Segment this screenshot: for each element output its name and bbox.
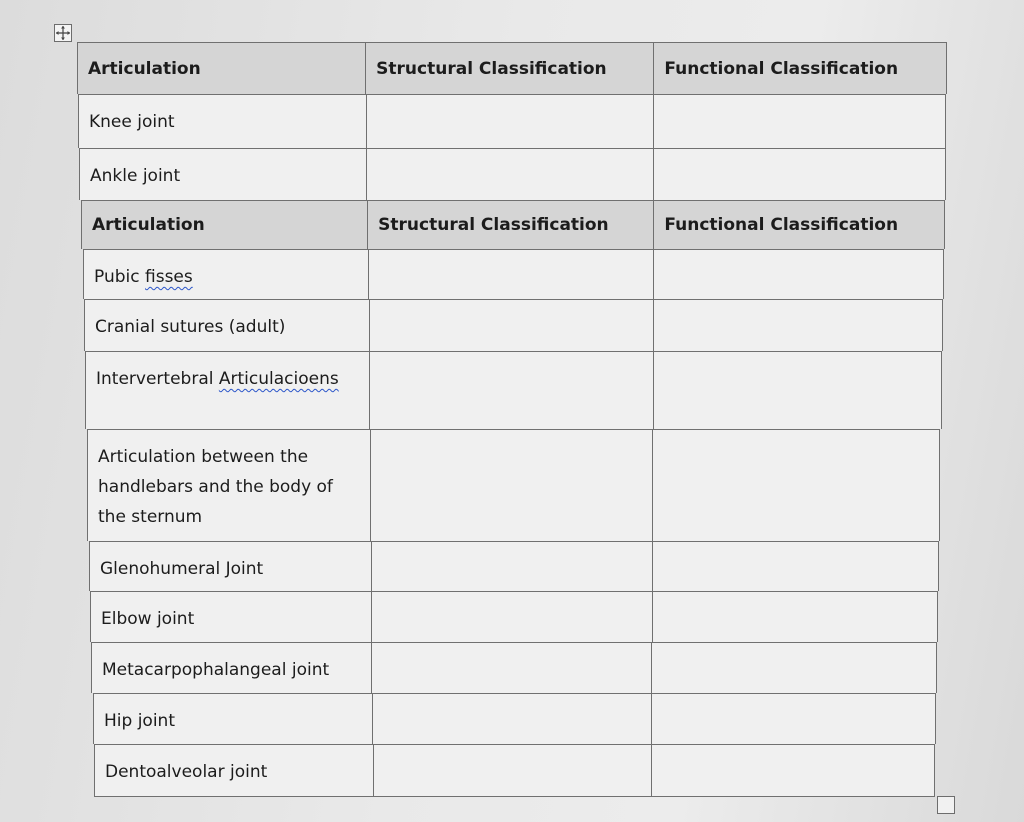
table1-header-functional[interactable]: Functional Classification bbox=[664, 58, 899, 79]
table1-header-structural[interactable]: Structural Classification bbox=[366, 43, 654, 94]
table2-row5-articulation[interactable]: Glenohumeral Joint bbox=[90, 542, 372, 591]
table2-row9-functional[interactable] bbox=[652, 745, 934, 796]
table1-row1-articulation[interactable]: Knee joint bbox=[79, 95, 367, 148]
table2-header-structural[interactable]: Structural Classification bbox=[368, 201, 654, 249]
table-row bbox=[90, 591, 938, 642]
table-row bbox=[85, 351, 942, 429]
table2-row6-functional[interactable] bbox=[653, 592, 937, 642]
table-row bbox=[79, 148, 946, 200]
spellcheck-flagged-word: fisses bbox=[145, 267, 193, 287]
table2-row8-functional[interactable] bbox=[652, 694, 935, 744]
table2-row2-functional[interactable] bbox=[654, 300, 942, 351]
table2-header-functional[interactable]: Functional Classification bbox=[664, 215, 899, 235]
table2-row8-articulation[interactable]: Hip joint bbox=[94, 694, 373, 744]
spellcheck-flagged-word: Articulacioens bbox=[218, 369, 339, 389]
table2-row4-articulation[interactable] bbox=[88, 430, 371, 541]
table2-row1-articulation[interactable] bbox=[84, 250, 369, 299]
table2-row5-structural[interactable] bbox=[372, 542, 654, 591]
table-row bbox=[84, 299, 943, 351]
table2-row1-structural[interactable] bbox=[369, 250, 654, 299]
table2-row7-structural[interactable] bbox=[372, 643, 652, 693]
table2-row8-structural[interactable] bbox=[373, 694, 652, 744]
table2-row3-functional[interactable] bbox=[654, 352, 941, 429]
table-row bbox=[87, 429, 940, 541]
table2-row6-articulation[interactable]: Elbow joint bbox=[91, 592, 372, 642]
table1-row1-functional[interactable] bbox=[654, 95, 945, 148]
articulation-text: Intervertebral bbox=[96, 369, 219, 389]
articulation-text: Articulation between the handlebars and the body of the sternum bbox=[98, 447, 333, 527]
table2-header-row bbox=[81, 200, 945, 249]
table2-row9-structural[interactable] bbox=[374, 745, 653, 796]
table2-row2-structural[interactable] bbox=[370, 300, 655, 351]
table1-row2-structural[interactable] bbox=[367, 149, 654, 200]
table1-header-row bbox=[77, 42, 947, 94]
table-row bbox=[94, 744, 935, 797]
table1-row2-articulation[interactable]: Ankle joint bbox=[80, 149, 367, 200]
articulation-text: Pubic bbox=[94, 267, 145, 287]
table2-row1-functional[interactable] bbox=[654, 250, 943, 299]
table-row bbox=[91, 642, 937, 693]
table2-row5-functional[interactable] bbox=[653, 542, 938, 591]
table-row bbox=[83, 249, 944, 299]
table2-row2-articulation[interactable]: Cranial sutures (adult) bbox=[85, 300, 370, 351]
table-resize-handle-icon[interactable] bbox=[937, 796, 955, 814]
table2-header-articulation[interactable]: Articulation bbox=[82, 201, 368, 249]
table2-row7-articulation[interactable]: Metacarpophalangeal joint bbox=[92, 643, 372, 693]
table1-header-articulation[interactable]: Articulation bbox=[78, 43, 366, 94]
table1-row2-functional[interactable] bbox=[654, 149, 945, 200]
table2-row6-structural[interactable] bbox=[372, 592, 653, 642]
table-row bbox=[78, 94, 946, 148]
table2-row9-articulation[interactable]: Dentoalveolar joint bbox=[95, 745, 374, 796]
table2-row7-functional[interactable] bbox=[652, 643, 936, 693]
table2-row3-articulation[interactable] bbox=[86, 352, 370, 429]
table-row bbox=[89, 541, 939, 591]
table2-row4-structural[interactable] bbox=[371, 430, 654, 541]
table1-row1-structural[interactable] bbox=[367, 95, 655, 148]
table2-row4-functional[interactable] bbox=[653, 430, 939, 541]
table-row bbox=[93, 693, 936, 744]
table2-row3-structural[interactable] bbox=[370, 352, 654, 429]
